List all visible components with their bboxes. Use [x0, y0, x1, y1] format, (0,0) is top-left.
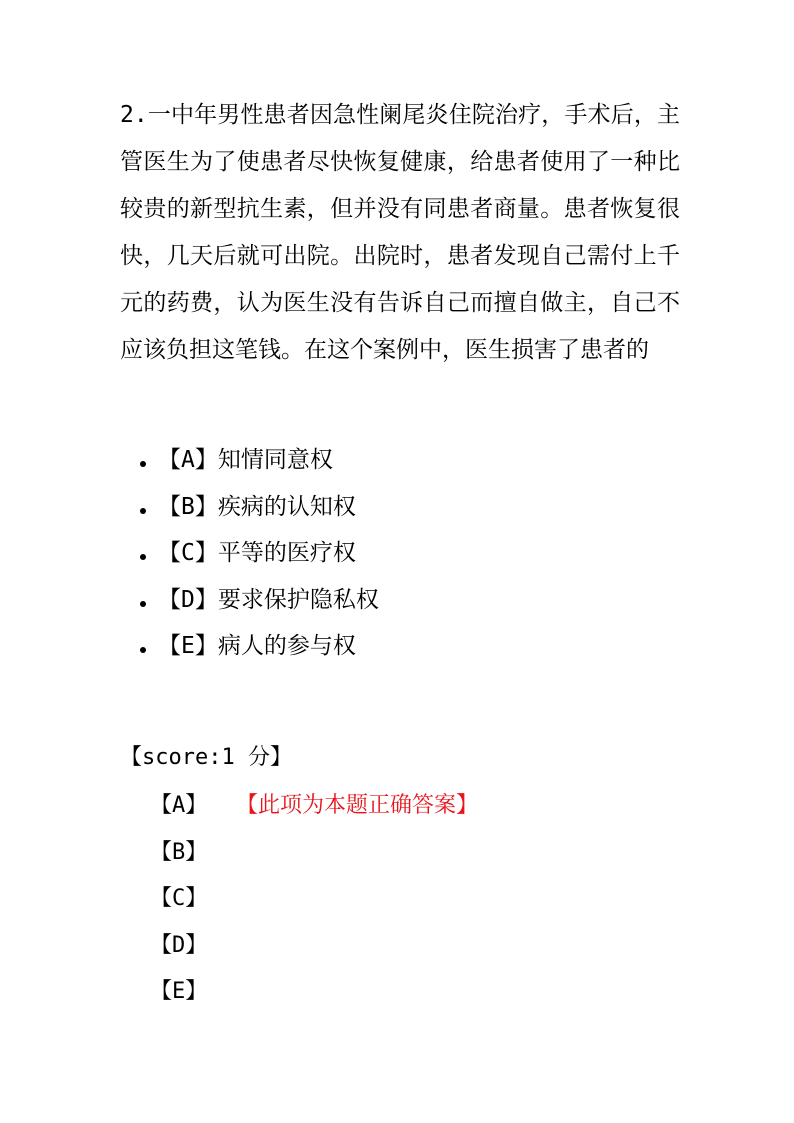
option-label: 【C】平等的医疗权 — [158, 540, 356, 567]
option-e[interactable] — [140, 623, 379, 670]
answer-row-e — [150, 970, 478, 1017]
bullet-icon — [140, 461, 146, 467]
option-d[interactable] — [140, 577, 379, 624]
bullet-icon — [140, 508, 146, 514]
answer-letter: 【C】 — [150, 886, 208, 911]
score-label: 【score:1 分】 — [120, 745, 292, 770]
answer-letter: 【B】 — [150, 839, 208, 865]
answer-list — [150, 784, 478, 1017]
option-label: 【A】知情同意权 — [158, 447, 333, 474]
answer-row-b — [150, 831, 478, 878]
bullet-icon — [140, 554, 146, 560]
question-text: 2.一中年男性患者因急性阑尾炎住院治疗，手术后，主管医生为了使患者尽快恢复健康，给患者使用了一种比较贵的新型抗生素，但并没有同患者商量。患者恢复很快，几天后就可出院。出院时，患者发现自己需付上千元的药费，认为医生没有告诉自己而擅自做主，自己不应该负担这笔钱。在这个案例中，医生损害了患者的 — [120, 102, 680, 363]
option-label: 【B】疾病的认知权 — [158, 493, 356, 520]
answer-row-c — [150, 877, 478, 924]
answer-row-a — [150, 784, 478, 831]
answer-row-d — [150, 924, 478, 971]
answer-letter: 【E】 — [150, 979, 208, 1004]
answer-letter: 【D】 — [150, 932, 208, 958]
answer-letter: 【A】 — [150, 793, 208, 818]
option-c[interactable] — [140, 530, 379, 577]
option-b[interactable] — [140, 484, 379, 531]
bullet-icon — [140, 647, 146, 653]
option-a[interactable] — [140, 437, 379, 484]
bullet-icon — [140, 601, 146, 607]
option-list — [140, 437, 379, 670]
correct-answer-mark: 【此项为本题正确答案】 — [236, 793, 479, 818]
option-label: 【E】病人的参与权 — [158, 633, 356, 660]
option-label: 【D】要求保护隐私权 — [158, 586, 379, 613]
